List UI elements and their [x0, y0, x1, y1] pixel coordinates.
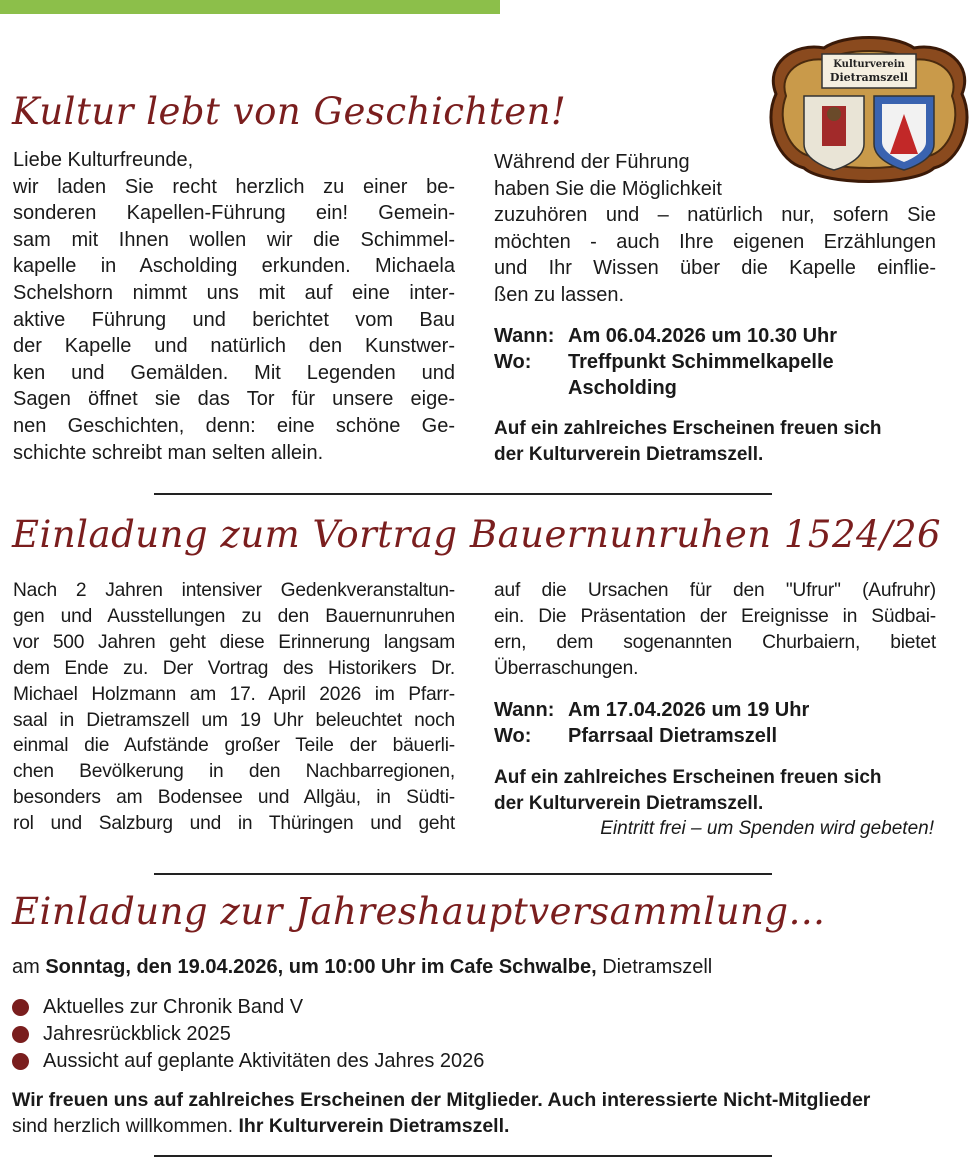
where-label: Wo:	[494, 725, 532, 747]
text-line: nen Geschichten, denn: eine schöne Ge-	[13, 414, 455, 437]
when-value: Am 06.04.2026 um 10.30 Uhr	[568, 325, 838, 347]
where-value-line2: Ascholding	[568, 377, 677, 399]
list-item-text: Aktuelles zur Chronik Band V	[43, 996, 304, 1018]
text-line: Während der Führung	[494, 151, 690, 173]
outro-text-part: sind herzlich willkommen.	[12, 1115, 239, 1137]
section2-closing	[494, 765, 882, 817]
divider	[154, 873, 772, 875]
text-line: zuzuhören und – natürlich nur, sofern Sie	[494, 204, 936, 227]
text-line: gen und Ausstellungen zu den Bauernunruhen	[13, 605, 455, 627]
section2-left-text	[13, 578, 455, 837]
text-line: wir laden Sie recht herzlich zu einer be-	[13, 175, 455, 198]
outro-text	[12, 1087, 940, 1139]
text-line: Überraschungen.	[494, 657, 639, 679]
bullet-dot-icon	[12, 1026, 29, 1043]
heading-jahreshauptversammlung: Einladung zur Jahreshauptversammlung...	[12, 890, 826, 933]
text-line: kapelle in Ascholding erkunden. Michaela	[13, 255, 455, 278]
text-line: sonderen Kapellen-Führung ein! Gemein-	[13, 202, 455, 225]
text-line: ken und Gemälden. Mit Legenden und	[13, 361, 455, 384]
outro-signature: Ihr Kulturverein Dietramszell.	[238, 1115, 510, 1137]
text-line: möchten - auch Ihre eigenen Erzählungen	[494, 230, 936, 253]
agenda-list	[12, 994, 484, 1075]
text-line: Liebe Kulturfreunde,	[13, 149, 194, 171]
text-line: vor 500 Jahren geht diese Erinnerung langsam	[13, 631, 455, 653]
heading-vortrag-bauernunruhen: Einladung zum Vortrag Bauernunruhen 1524/26	[12, 513, 942, 556]
text-line: Nach 2 Jahren intensiver Gedenkveranstaltun-	[13, 580, 455, 601]
lead-prefix: am	[12, 956, 46, 978]
text-line: aktive Führung und berichtet vom Bau	[13, 308, 455, 331]
lead-suffix: Dietramszell	[596, 956, 713, 978]
divider	[154, 493, 772, 495]
divider	[154, 1155, 772, 1157]
list-item	[12, 1048, 484, 1075]
list-item-text: Jahresrückblick 2025	[43, 1023, 231, 1045]
text-line: einmal die Aufstände großer Teile der bäuerli-	[13, 735, 455, 757]
text-line: ein. Die Präsentation der Ereignisse in Südbai-	[494, 605, 936, 627]
text-line: auf die Ursachen für den "Ufrur" (Aufruhr)	[494, 580, 936, 601]
section2-event-info	[494, 697, 809, 749]
text-line: dem Ende zu. Der Vortrag des Historikers Dr.	[13, 657, 455, 679]
bullet-dot-icon	[12, 1053, 29, 1070]
bullet-dot-icon	[12, 999, 29, 1016]
outro-line: Wir freuen uns auf zahlreiches Erscheinen der Mitglieder. Auch interessierte Nicht-Mitglieder	[12, 1089, 871, 1111]
list-item-text: Aussicht auf geplante Aktivitäten des Jahres 2026	[43, 1050, 485, 1072]
text-line: rol und Salzburg und in Thüringen und geht	[13, 813, 455, 835]
when-label: Wann:	[494, 325, 555, 347]
when-label: Wann:	[494, 699, 555, 721]
section1-closing	[494, 416, 882, 468]
text-line: ßen zu lassen.	[494, 283, 625, 306]
text-line: besonders am Bodensee und Allgäu, in Südti-	[13, 787, 455, 809]
list-item	[12, 1021, 484, 1048]
closing-line: der Kulturverein Dietramszell.	[494, 444, 764, 465]
text-line: und Ihr Wissen über die Kapelle einflie-	[494, 257, 936, 280]
closing-line: Auf ein zahlreiches Erscheinen freuen sich	[494, 418, 882, 439]
list-item	[12, 994, 484, 1021]
text-line: sam mit Ihnen wollen wir die Schimmel-	[13, 228, 455, 251]
section2-right-text	[494, 578, 936, 682]
section1-event-info	[494, 323, 837, 401]
top-green-bar	[0, 0, 500, 14]
section1-left-text	[13, 147, 455, 466]
svg-text:Kulturverein: Kulturverein	[833, 59, 905, 70]
svg-text:Dietramszell: Dietramszell	[829, 71, 909, 84]
text-line: Schelshorn nimmt uns mit auf eine inter-	[13, 281, 455, 304]
free-entry-note: Eintritt frei – um Spenden wird gebeten!	[600, 818, 934, 839]
closing-line: Auf ein zahlreiches Erscheinen freuen sich	[494, 767, 882, 788]
when-value: Am 17.04.2026 um 19 Uhr	[568, 699, 810, 721]
text-line: Sagen öffnet sie das Tor für unsere eige-	[13, 388, 455, 411]
where-label: Wo:	[494, 351, 532, 373]
where-value: Pfarrsaal Dietramszell	[568, 725, 778, 747]
section1-right-text	[494, 149, 936, 309]
lead-bold: Sonntag, den 19.04.2026, um 10:00 Uhr im Cafe Schwalbe,	[45, 956, 597, 978]
text-line: haben Sie die Möglichkeit	[494, 177, 722, 200]
outro-line	[12, 1113, 940, 1139]
text-line: ern, dem sogenannten Churbaiern, bietet	[494, 631, 936, 653]
heading-kultur-geschichten: Kultur lebt von Geschichten!	[12, 90, 567, 133]
text-line: schichte schreibt man selten allein.	[13, 441, 324, 464]
meeting-date-line	[12, 956, 712, 979]
text-line: Michael Holzmann am 17. April 2026 im Pfarr-	[13, 683, 455, 705]
where-value: Treffpunkt Schimmelkapelle	[568, 351, 834, 373]
text-line: chen Bevölkerung in den Nachbarregionen,	[13, 761, 455, 783]
text-line: der Kapelle und natürlich den Kunstwer-	[13, 335, 455, 358]
closing-line: der Kulturverein Dietramszell.	[494, 793, 764, 814]
text-line: saal in Dietramszell um 19 Uhr beleuchtet noch	[13, 709, 455, 731]
